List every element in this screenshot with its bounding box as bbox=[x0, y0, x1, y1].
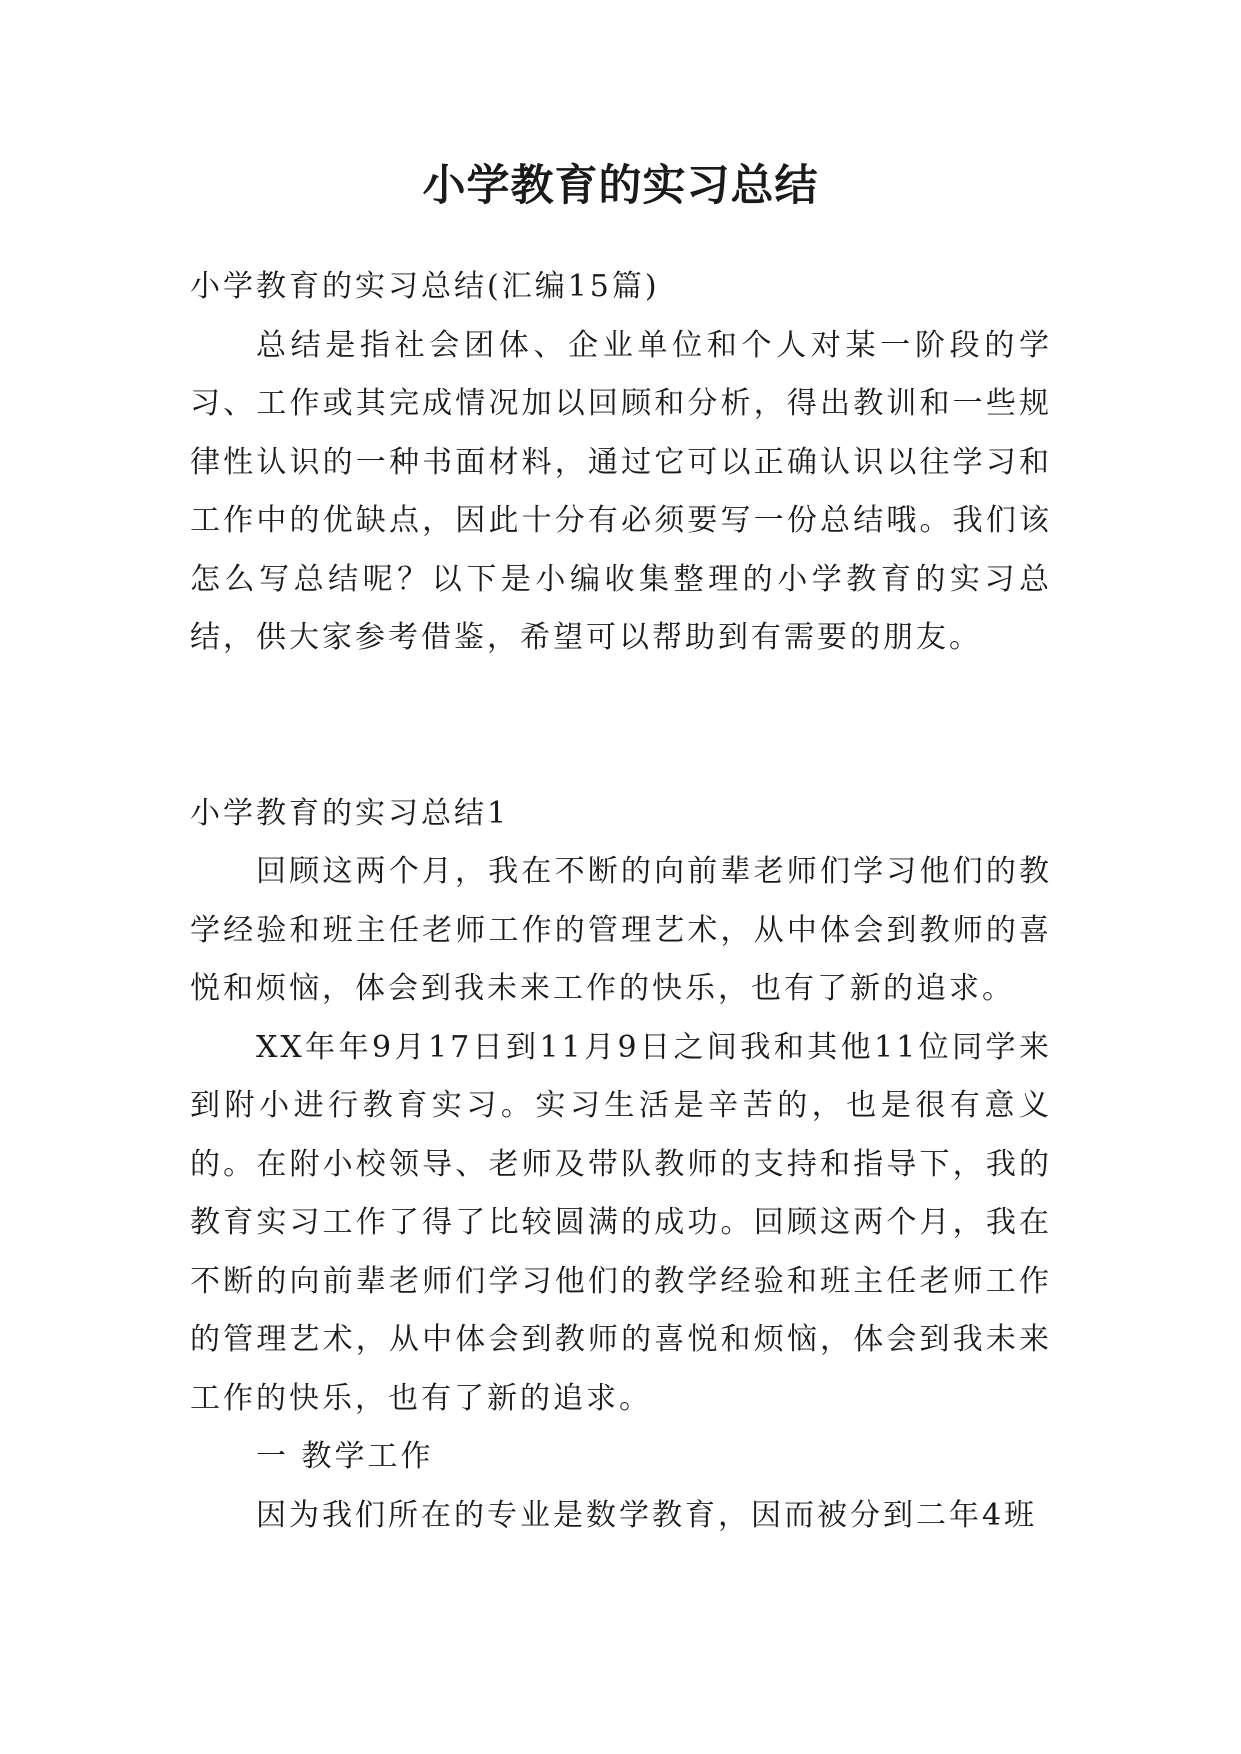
body-paragraph: 回顾这两个月，我在不断的向前辈老师们学习他们的教学经验和班主任老师工作的管理艺术，从中体会到教师的喜悦和烦恼，体会到我未来工作的快乐，也有了新的追求。 bbox=[190, 854, 1052, 1006]
body-paragraph-last: 因为我们所在的专业是数学教育，因而被分到二年4班 bbox=[256, 1497, 1038, 1533]
document-title: 小学教育的实习总结 bbox=[422, 161, 819, 211]
body-paragraph: XX年年9月17日到11月9日之间我和其他11位同学来到附小进行教育实习。实习生活是辛苦的，也是很有意义的。在附小校领导、老师及带队教师的支持和指导下，我的教育实习工作了得了比较圆满的成功。回顾这两个月，我在不断的向前辈老师们学习他们的教学经验和班主任老师工作的管理艺术，从中体会到教师的喜悦和烦恼，体会到我未来工作的快乐，也有了新的追求。 bbox=[190, 1029, 1052, 1416]
intro-paragraph: 总结是指社会团体、企业单位和个人对某一阶段的学习、工作或其完成情况加以回顾和分析，得出教训和一些规律性认识的一种书面材料，通过它可以正确认识以往学习和工作中的优缺点，因此十分有必须要写一份总结哦。我们该怎么写总结呢？以下是小编收集整理的小学教育的实习总结，供大家参考借鉴，希望可以帮助到有需要的朋友。 bbox=[190, 327, 1052, 655]
section-heading: 小学教育的实习总结1 bbox=[190, 795, 510, 831]
section-spacer bbox=[190, 668, 1052, 785]
document-subtitle: 小学教育的实习总结(汇编15篇) bbox=[190, 269, 660, 304]
document-body bbox=[190, 258, 1052, 1545]
subsection-heading: 一 教学工作 bbox=[256, 1439, 434, 1474]
